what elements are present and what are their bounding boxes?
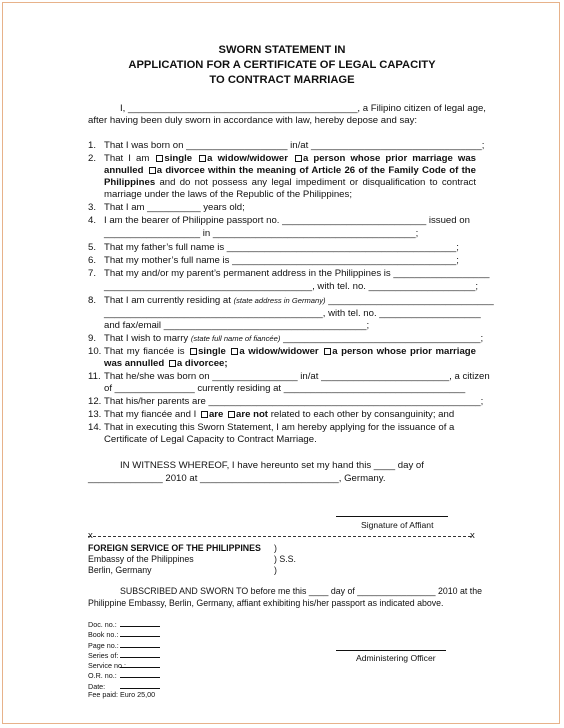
- option-divorcee[interactable]: [147, 165, 476, 176]
- item-10-line-1: [104, 346, 476, 358]
- item-12-text: That his/her parents are ___________________________________________________;: [104, 396, 484, 407]
- fee-paid: Fee paid: Euro 25,00: [88, 690, 156, 700]
- item-14-number: 14.: [88, 422, 102, 433]
- witness-line-1: IN WITNESS WHEREOF, I have hereunto set my hand this ____ day of: [120, 460, 424, 471]
- series-of-field[interactable]: [120, 650, 160, 658]
- item-8-line-1: [104, 295, 494, 307]
- item-7-line-1: That my and/or my parent’s permanent address in the Philippines is __________________: [104, 268, 490, 279]
- docket-row: [88, 650, 160, 660]
- or-no-label: O.R. no.:: [88, 671, 117, 681]
- subscribed-line-1: SUBSCRIBED AND SWORN TO before me this ____ day of ________________ 2010 at the: [120, 586, 483, 596]
- subscribed-line-2: Philippine Embassy, Berlin, Germany, affiant exhibiting his/her passport as indicated above.: [88, 598, 444, 608]
- fiancee-option-widow[interactable]: [229, 346, 318, 357]
- page-no-field[interactable]: [120, 640, 160, 648]
- checkbox-icon: [190, 348, 197, 355]
- checkbox-icon: [228, 411, 235, 418]
- item-12-number: 12.: [88, 396, 102, 407]
- date-field[interactable]: [120, 681, 160, 689]
- option-single-label: single: [164, 153, 193, 164]
- docket-row: [88, 619, 160, 629]
- option-are-label: are: [208, 409, 224, 420]
- option-are[interactable]: [199, 409, 223, 420]
- item-11-line-1: That he/she was born on ________________ in/at ________________________, a citizen: [104, 371, 490, 382]
- item-2-line-3: [104, 177, 476, 189]
- item-14-line-2: Certificate of Legal Capacity to Contract Marriage.: [104, 434, 317, 445]
- item-11-number: 11.: [88, 371, 101, 382]
- item-8-line-2: _________________________________________, with tel. no. ___________________: [104, 308, 481, 319]
- option-are-not-label: are not: [236, 409, 269, 420]
- item-7-line-2: _______________________________________, with tel. no. ____________________;: [104, 281, 478, 292]
- fiancee-option-single[interactable]: [188, 346, 226, 357]
- option-are-not[interactable]: [226, 409, 268, 420]
- fiancee-single-label: single: [198, 346, 226, 357]
- intro-line-2: after having been duly sworn in accordance with law, hereby depose and say:: [88, 115, 418, 126]
- item-2-number: 2.: [88, 153, 97, 164]
- date-label: Date:: [88, 681, 106, 691]
- checkbox-icon: [201, 411, 208, 418]
- docket-row: [88, 670, 160, 680]
- service-no-label: Service no.:: [88, 661, 126, 671]
- option-widow-widower[interactable]: [197, 153, 288, 164]
- checkbox-icon: [169, 360, 176, 367]
- item-8-blank: _______________________________: [328, 295, 494, 306]
- docket-row: [88, 640, 160, 650]
- document-title-line-1: SWORN STATEMENT IN: [218, 44, 346, 56]
- item-4-line-1: I am the bearer of Philippine passport no. ___________________________ issued on: [104, 215, 470, 226]
- item-1-number: 1.: [88, 140, 97, 151]
- item-8-note: (state address in Germany): [233, 296, 326, 305]
- item-7-number: 7.: [88, 268, 97, 279]
- affiant-signature-line: [336, 516, 448, 517]
- item-11-line-2: of _______________ currently residing at __________________________________: [104, 383, 466, 394]
- fiancee-option-divorcee[interactable]: [167, 358, 228, 369]
- doc-no-label: Doc. no.:: [88, 620, 117, 629]
- item-9-note: (state full name of fiancée): [190, 334, 281, 343]
- item-2-impediment-text: and do not possess any legal impediment or disqualification to contract: [159, 177, 476, 188]
- foreign-service-heading: FOREIGN SERVICE OF THE PHILIPPINES: [88, 543, 261, 553]
- fiancee-option-prior[interactable]: [322, 346, 476, 357]
- checkbox-icon: [295, 155, 302, 162]
- book-no-field[interactable]: [120, 629, 160, 637]
- item-10-lead: That my fiancée is: [104, 346, 185, 357]
- item-8-number: 8.: [88, 295, 97, 306]
- option-widow-label: a widow/widower: [207, 153, 288, 164]
- document-title-line-3: TO CONTRACT MARRIAGE: [209, 74, 355, 86]
- venue-paren-3: ): [274, 565, 277, 575]
- item-4-number: 4.: [88, 215, 97, 226]
- option-prior-label: a person whose prior marriage was: [303, 153, 476, 164]
- series-of-label: Series of:: [88, 650, 119, 660]
- cut-mark-left: x: [88, 530, 93, 541]
- administering-officer-label: Administering Officer: [356, 653, 436, 663]
- fiancee-widow-label: a widow/widower: [239, 346, 319, 357]
- fiancee-prior-label: a person whose prior marriage: [332, 346, 476, 357]
- fiancee-divorcee-label: a divorcee;: [176, 358, 228, 369]
- or-no-field[interactable]: [120, 670, 160, 678]
- officer-signature-line: [336, 650, 446, 651]
- item-10-annulled: was annulled: [104, 358, 165, 369]
- checkbox-icon: [149, 167, 156, 174]
- docket-row: [88, 629, 160, 639]
- service-no-field[interactable]: [120, 660, 160, 668]
- item-5-number: 5.: [88, 242, 97, 253]
- cut-line: [88, 536, 471, 537]
- item-9-lead: That I wish to marry: [104, 333, 189, 344]
- docket-block: [88, 619, 160, 699]
- item-2-line-2: [104, 165, 476, 177]
- option-prior-marriage[interactable]: [293, 153, 476, 164]
- item-3-number: 3.: [88, 202, 97, 213]
- item-2-line-1: [104, 153, 476, 165]
- venue-ss: ) S.S.: [274, 554, 296, 564]
- item-9-blank: _____________________________________;: [283, 333, 484, 344]
- item-2-line-4: marriage under the laws of the Republic of the Philippines;: [104, 189, 352, 200]
- item-1-text: That I was born on ___________________ in/at ________________________________;: [104, 140, 485, 151]
- option-single[interactable]: [154, 153, 192, 164]
- item-4-line-2: __________________ in ______________________________________;: [104, 228, 419, 239]
- item-5-text: That my father’s full name is ___________________________________________;: [104, 242, 459, 253]
- item-8-line-3: and fax/email ______________________________________;: [104, 320, 370, 331]
- item-2-philippines: Philippines: [104, 177, 156, 188]
- item-6-number: 6.: [88, 255, 97, 266]
- item-6-text: That my mother’s full name is __________________________________________;: [104, 255, 459, 266]
- item-13-line-1: [104, 409, 454, 421]
- book-no-label: Book no.:: [88, 630, 119, 640]
- item-14-line-1: That in executing this Sworn Statement, I am hereby applying for the issuance of a: [104, 422, 455, 433]
- intro-line-1: I, ___________________________________________, a Filipino citizen of legal age,: [120, 103, 486, 114]
- docket-row: [88, 660, 160, 670]
- checkbox-icon: [324, 348, 331, 355]
- city-text: Berlin, Germany: [88, 565, 152, 575]
- checkbox-icon: [231, 348, 238, 355]
- option-divorcee-label: a divorcee within the meaning of Article 26 of the Family Code of the: [156, 165, 476, 176]
- witness-line-2: ______________ 2010 at __________________________, Germany.: [88, 473, 386, 484]
- item-3-text: That I am __________ years old;: [104, 202, 245, 213]
- item-13-number: 13.: [88, 409, 102, 420]
- item-13-rest: related to each other by consanguinity; and: [270, 409, 455, 420]
- item-2-lead: That I am: [104, 153, 150, 164]
- cut-mark-right: x: [470, 530, 475, 541]
- item-10-number: 10.: [88, 346, 102, 357]
- embassy-text: Embassy of the Philippines: [88, 554, 194, 564]
- checkbox-icon: [199, 155, 206, 162]
- item-2-annulled: annulled: [104, 165, 144, 176]
- item-10-line-2: [104, 358, 228, 370]
- page-no-label: Page no.:: [88, 640, 119, 650]
- signature-of-affiant-label: Signature of Affiant: [361, 520, 434, 530]
- item-9-line-1: [104, 333, 483, 345]
- checkbox-icon: [156, 155, 163, 162]
- doc-no-field[interactable]: [120, 619, 160, 627]
- document-title-line-2: APPLICATION FOR A CERTIFICATE OF LEGAL CAPACITY: [128, 59, 436, 71]
- item-9-number: 9.: [88, 333, 97, 344]
- item-8-lead: That I am currently residing at: [104, 295, 231, 306]
- venue-paren-1: ): [274, 543, 277, 553]
- item-13-lead: That my fiancée and I: [104, 409, 197, 420]
